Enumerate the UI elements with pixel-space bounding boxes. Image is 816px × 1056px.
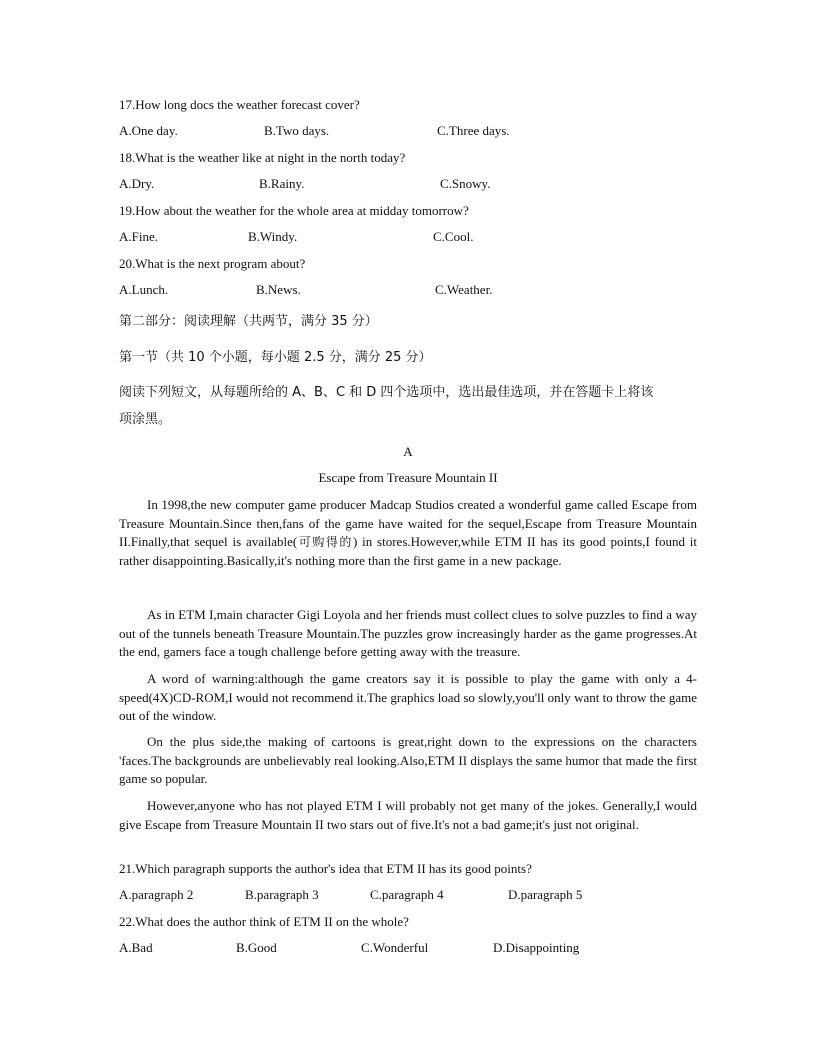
q22-option-d: D.Disappointing: [493, 940, 580, 955]
section-title: 第二部分：阅读理解（共两节，满分 35 分）: [119, 314, 378, 329]
question-21: 21.Which paragraph supports the author's idea that ETM II has its good points?: [119, 861, 532, 876]
q18-option-c: C.Snowy.: [440, 176, 491, 191]
q22-option-b: B.Good: [236, 940, 277, 955]
q17-option-b: B.Two days.: [264, 123, 330, 138]
instruction-line-1: 阅读下列短文，从每题所给的 A、B、C 和 D 四个选项中，选出最佳选项，并在答题卡上将该: [119, 385, 654, 400]
question-17: 17.How long docs the weather forecast cover?: [119, 97, 360, 112]
paragraph-1: [119, 496, 697, 570]
paragraph-3: A word of warning:although the game creators say it is possible to play the game with only a 4-speed(4X)CD-ROM,I would not recommend it.The graphics load so slowly,you'll only want to throw the game out of the window.: [119, 671, 697, 723]
q20-option-a: A.Lunch.: [119, 282, 169, 297]
q18-option-b: B.Rainy.: [259, 176, 305, 191]
paragraph-1-part-2: ) in stores.However,while ETM II has its good points,I found it rather disappointing.Basically,it's nothing more than the first game in a new package.: [119, 534, 697, 568]
q19-option-b: B.Windy.: [248, 229, 298, 244]
instruction-line-2: 项涂黑。: [119, 412, 172, 427]
passage-letter: A: [403, 444, 413, 459]
q20-option-c: C.Weather.: [435, 282, 493, 297]
q19-option-a: A.Fine.: [119, 229, 158, 244]
q17-option-a: A.One day.: [119, 123, 178, 138]
q21-option-b: B.paragraph 3: [245, 887, 319, 902]
q21-option-d: D.paragraph 5: [508, 887, 583, 902]
question-19: 19.How about the weather for the whole area at midday tomorrow?: [119, 203, 469, 218]
passage-title: Escape from Treasure Mountain II: [318, 470, 498, 485]
q22-option-c: C.Wonderful: [361, 940, 429, 955]
paragraph-5: However,anyone who has not played ETM I will probably not get many of the jokes. Generally,I would give Escape from Treasure Mountain II two stars out of five.It's not a bad game;it's just not original.: [119, 798, 697, 832]
paragraph-1-cn-gloss: 可购得的: [297, 535, 353, 549]
q19-option-c: C.Cool.: [433, 229, 474, 244]
q17-option-c: C.Three days.: [437, 123, 510, 138]
q21-option-c: C.paragraph 4: [370, 887, 444, 902]
q20-option-b: B.News.: [256, 282, 301, 297]
q21-option-a: A.paragraph 2: [119, 887, 194, 902]
question-20: 20.What is the next program about?: [119, 256, 306, 271]
q18-option-a: A.Dry.: [119, 176, 155, 191]
paragraph-4: On the plus side,the making of cartoons is great,right down to the expressions on the characters 'faces.The backgrounds are unbelievably real looking.Also,ETM II displays the same humor that made the first game so popular.: [119, 734, 697, 786]
paragraph-1-part-1: In 1998,the new computer game producer Madcap Studios created a wonderful game called Escape from Treasure Mountain.Since then,fans of the game have waited for the sequel,Escape from Treasure Mountain II.Finally,that sequel is available(: [119, 497, 697, 549]
question-18: 18.What is the weather like at night in the north today?: [119, 150, 406, 165]
paragraph-2: As in ETM I,main character Gigi Loyola and her friends must collect clues to solve puzzles to find a way out of the tunnels beneath Treasure Mountain.The puzzles grow increasingly harder as the game progresses.At the end, gamers face a tough challenge before getting away with the treasure.: [119, 607, 697, 659]
part-title: 第一节（共 10 个小题，每小题 2.5 分，满分 25 分）: [119, 350, 432, 365]
question-22: 22.What does the author think of ETM II on the whole?: [119, 914, 409, 929]
q22-option-a: A.Bad: [119, 940, 153, 955]
